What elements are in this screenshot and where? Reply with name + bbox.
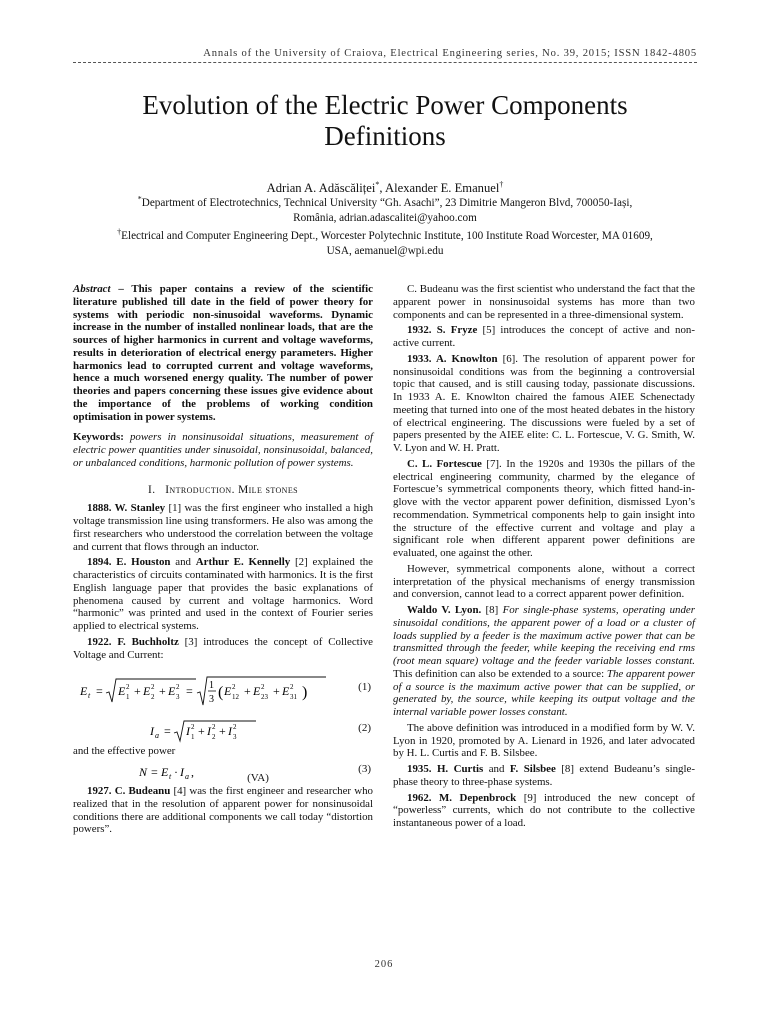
name-budeanu: 1927. C. Budeanu [87, 785, 171, 797]
lyon-definition-2: The apparent power of a source is the maximum active power that can be supplied, or generated by, the source, while keeping its output voltage and the internal variable power losses constant. [393, 667, 695, 718]
equation-3-formula [137, 763, 247, 781]
keywords-text: powers in nonsinusoidal situations, measurement of electric power quantities under sinusoidal, nonsinusoidal, balanced, or unbalanced conditions, harmonic pollution of power systems. [73, 431, 373, 469]
paragraph-buchholtz [73, 636, 373, 662]
abstract [73, 283, 373, 423]
svg-text:2: 2 [151, 683, 155, 692]
svg-text:,: , [191, 765, 195, 779]
name-houston: 1894. E. Houston [87, 556, 171, 569]
equation-2-body [73, 719, 333, 747]
svg-text:2: 2 [232, 683, 236, 692]
section-heading [73, 484, 373, 497]
svg-text:2: 2 [212, 733, 216, 742]
svg-text:2: 2 [151, 693, 155, 702]
affiliation-2-mark: † [117, 227, 122, 237]
svg-text:+: + [219, 724, 226, 739]
paragraph-depenbrock [393, 792, 695, 830]
svg-text:I: I [186, 724, 190, 739]
svg-text:(: ( [218, 684, 224, 702]
svg-text:I: I [207, 724, 211, 739]
svg-text:E: E [161, 765, 169, 779]
svg-text:E: E [80, 684, 88, 699]
equation-1 [73, 667, 373, 707]
name-buchholtz: 1922. F. Buchholtz [87, 635, 179, 648]
paragraph-houston [73, 556, 373, 633]
affiliation-2-line-1: Electrical and Computer Engineering Dept., Worcester Polytechnic Institute, 100 Institute Road Worcester, MA 01609, [121, 230, 653, 242]
affiliation-1-mark: * [137, 194, 142, 204]
section-title: Introduction. Mile stones [165, 483, 298, 496]
text-curtis: [8] extend Budeanu’s single-phase theory to three-phase systems. [393, 763, 695, 788]
equation-1-number: (1) [358, 681, 371, 694]
svg-text:+: + [159, 684, 166, 699]
text-effective-power: and the effective power [73, 745, 176, 758]
svg-text:2: 2 [176, 683, 180, 692]
svg-text:I: I [180, 765, 185, 779]
svg-text:E: E [143, 684, 151, 699]
keywords-label: Keywords: [73, 431, 124, 444]
paragraph-lyon [393, 604, 695, 719]
and-1: and [170, 556, 196, 569]
svg-text:+: + [244, 684, 251, 699]
header-rule [73, 62, 697, 63]
right-column [393, 283, 695, 833]
svg-text:1: 1 [126, 693, 130, 702]
equation-3-unit: (VA) [247, 772, 269, 784]
affiliation-1-line-2: România, adrian.adascalitei@yahoo.com [293, 212, 477, 224]
svg-text:2: 2 [233, 723, 237, 732]
equation-2 [73, 713, 373, 741]
svg-text:·: · [174, 765, 179, 779]
svg-text:3: 3 [209, 694, 214, 706]
equation-3-body [73, 763, 333, 785]
author-2-mark: † [499, 179, 504, 189]
equation-1-formula [78, 675, 328, 707]
svg-text:3: 3 [233, 733, 237, 742]
paragraph-budeanu-cont: C. Budeanu was the first scientist who understand the fact that the apparent power in nonsinusoidal systems has more than two components and can be represented in a three-dimensional system. [393, 283, 695, 321]
paragraph-stanley [73, 502, 373, 553]
equation-2-formula [148, 719, 258, 743]
text-houston: [2] explained the characteristics of circuits contaminated with harmonics. It is the first English language paper that provides the basic explanations of phenomena caused by current and voltage harmonics. Word “harmonic” was printed and used in the context of Fourier series applied to electrical systems. [73, 556, 373, 632]
svg-text:a: a [155, 731, 159, 741]
paragraph-curtis [393, 763, 695, 789]
svg-text:2: 2 [191, 723, 195, 732]
and-2: and [483, 763, 510, 775]
name-stanley: 1888. W. Stanley [87, 502, 166, 515]
left-column [73, 283, 373, 839]
running-head: Annals of the University of Craiova, Electrical Engineering series, No. 39, 2015; ISSN 1842-4805 [203, 48, 697, 59]
svg-text:t: t [169, 772, 172, 781]
affiliation-2-line-2: USA, aemanuel@wpi.edu [326, 245, 444, 257]
name-depenbrock: 1962. M. Depenbrock [407, 791, 517, 804]
name-fortescue: C. L. Fortescue [407, 457, 482, 470]
text-knowlton: [6]. The resolution of apparent power for nonsinusoidal conditions was from the beginning a controversial topic that caused, and is still causing today, passionate discussions. In 1933 A. E. Knowlton chaired the famous AIEE Schenectady meeting that turned into one of the most heated debates in the history of electrical engineering. The discussions were fueled by a set of papers presented by the AIEE elite: C. L. Fortescue, V. G. Smith, W. V. Lyon and W. H. Pratt. [393, 352, 695, 454]
keywords [73, 431, 373, 469]
author-1-mark: * [375, 179, 380, 189]
name-kennelly: Arthur E. Kennelly [195, 556, 291, 569]
affiliation-1 [73, 196, 697, 226]
svg-text:12: 12 [232, 693, 239, 702]
svg-text:I: I [150, 724, 154, 739]
svg-text:=: = [151, 765, 158, 779]
equation-2-number: (2) [358, 722, 371, 735]
lyon-plain: This definition can also be extended to a source: [393, 667, 607, 680]
svg-text:t: t [88, 691, 91, 701]
svg-text:I: I [228, 724, 232, 739]
svg-text:E: E [253, 684, 261, 699]
name-knowlton: 1933. A. Knowlton [407, 352, 498, 365]
equation-1-body [73, 675, 333, 711]
author-2: , Alexander E. Emanuel [379, 181, 500, 195]
title-line-1: Evolution of the Electric Power Components [142, 90, 628, 120]
svg-text:a: a [185, 772, 190, 781]
paragraph-knowlton [393, 353, 695, 455]
abstract-label: Abstract [73, 283, 111, 295]
text-fryze: [5] introduces the concept of active and non-active current. [393, 324, 695, 349]
author-1: Adrian A. Adăscăliței [266, 181, 376, 195]
svg-text:E: E [224, 684, 232, 699]
text-depenbrock: [9] introduced the new concept of “powerless” currents, which do not contribute to the collective instantaneous power of a load. [393, 791, 695, 829]
abstract-text: – This paper contains a review of the scientific literature published till date in the field of power theory for systems with periodic non-sinusoidal waveforms. Dynamic increase in the number of installed nonlinear loads, that are the sources of higher harmonics in current and voltage waveforms, results in deterioration of electrical energy parameters. Higher harmonics lead to corrupted current and voltage waveforms, hence a much worsened energy quality. The number of power theories and papers concerning these issues give evidence about the importance of the problems of working condition optimisation in power systems. [73, 283, 373, 423]
name-fryze: 1932. S. Fryze [407, 324, 478, 337]
svg-text:2: 2 [261, 683, 265, 692]
name-lyon: Waldo V. Lyon. [407, 604, 482, 616]
svg-text:23: 23 [261, 693, 268, 702]
svg-text:=: = [186, 684, 193, 699]
svg-text:+: + [273, 684, 280, 699]
paragraph-fryze [393, 324, 695, 350]
svg-text:): ) [302, 684, 308, 702]
svg-text:+: + [134, 684, 141, 699]
paper-title [73, 90, 697, 152]
affiliation-2 [73, 229, 697, 259]
text-stanley: [1] was the first engineer who installed a high voltage transmission line using transformers. He also was among the first researchers who understood the correlation between the voltage and current that flows through an inductor. [73, 502, 374, 553]
svg-text:31: 31 [290, 693, 297, 702]
section-number: I. [148, 483, 156, 496]
equation-3 [73, 761, 373, 784]
svg-text:=: = [96, 684, 103, 699]
text-budeanu: [4] was the first engineer and researcher who realized that in the resolution of apparent power for nonsinusoidal conditions there are additional components we call today “distortion powers”. [73, 785, 374, 836]
paragraph-fortescue [393, 458, 695, 560]
paragraph-budeanu [73, 785, 373, 836]
text-fortescue: [7]. In the 1920s and 1930s the pillars of the electrical engineering community, charmed by the elegance of Fortescue’s symmetrical components theory, which fitted hand-in-glove with the vector apparent power definition, dismissed Lyon’s recommendation. Symmetrical components help to gain insight into the structure of the effective current and voltage and play a significant role when different apparent power definitions are evaluated, one against the other. [393, 457, 696, 559]
svg-text:2: 2 [290, 683, 294, 692]
svg-text:1: 1 [209, 680, 214, 692]
svg-text:2: 2 [212, 723, 216, 732]
name-curtis: 1935. H. Curtis [407, 763, 484, 775]
paragraph-symmetrical: However, symmetrical components alone, without a correct interpretation of the physical mechanisms of energy transmission and conversion, cannot lead to a correct apparent power definition. [393, 562, 695, 601]
page-number: 206 [374, 959, 394, 970]
svg-text:1: 1 [191, 733, 195, 742]
svg-text:E: E [118, 684, 126, 699]
svg-text:E: E [282, 684, 290, 699]
svg-text:=: = [164, 724, 171, 739]
svg-text:2: 2 [126, 683, 130, 692]
title-line-2: Definitions [324, 121, 446, 151]
text-buchholtz: [3] introduces the concept of Collective Voltage and Current: [73, 635, 373, 661]
equation-3-number: (3) [358, 763, 371, 775]
svg-text:E: E [168, 684, 176, 699]
svg-text:3: 3 [176, 693, 180, 702]
author-line [73, 181, 697, 196]
svg-text:N: N [139, 765, 148, 779]
affiliation-1-line-1: Department of Electrotechnics, Technical University “Gh. Asachi”, 23 Dimitrie Mangeron Blvd, 700050-Iași, [141, 197, 633, 209]
lyon-definition-1: For single-phase systems, operating under sinusoidal conditions, the apparent power of a load or a cluster of loads supplied by a feeder is the maximum active power that can be transmitted through the feeder, while keeping the receiving end rms (root mean square) voltage and the feeder variable losses constant. [393, 604, 695, 667]
name-silsbee: F. Silsbee [509, 763, 556, 775]
svg-text:+: + [198, 724, 205, 739]
ref-lyon: [8] [481, 604, 503, 616]
paragraph-above-definition: The above definition was introduced in a modified form by W. V. Lyon in 1920, promoted by A. Lienard in 1926, and later advocated by H. L. Curtis and F. B. Silsbee. [393, 721, 695, 760]
